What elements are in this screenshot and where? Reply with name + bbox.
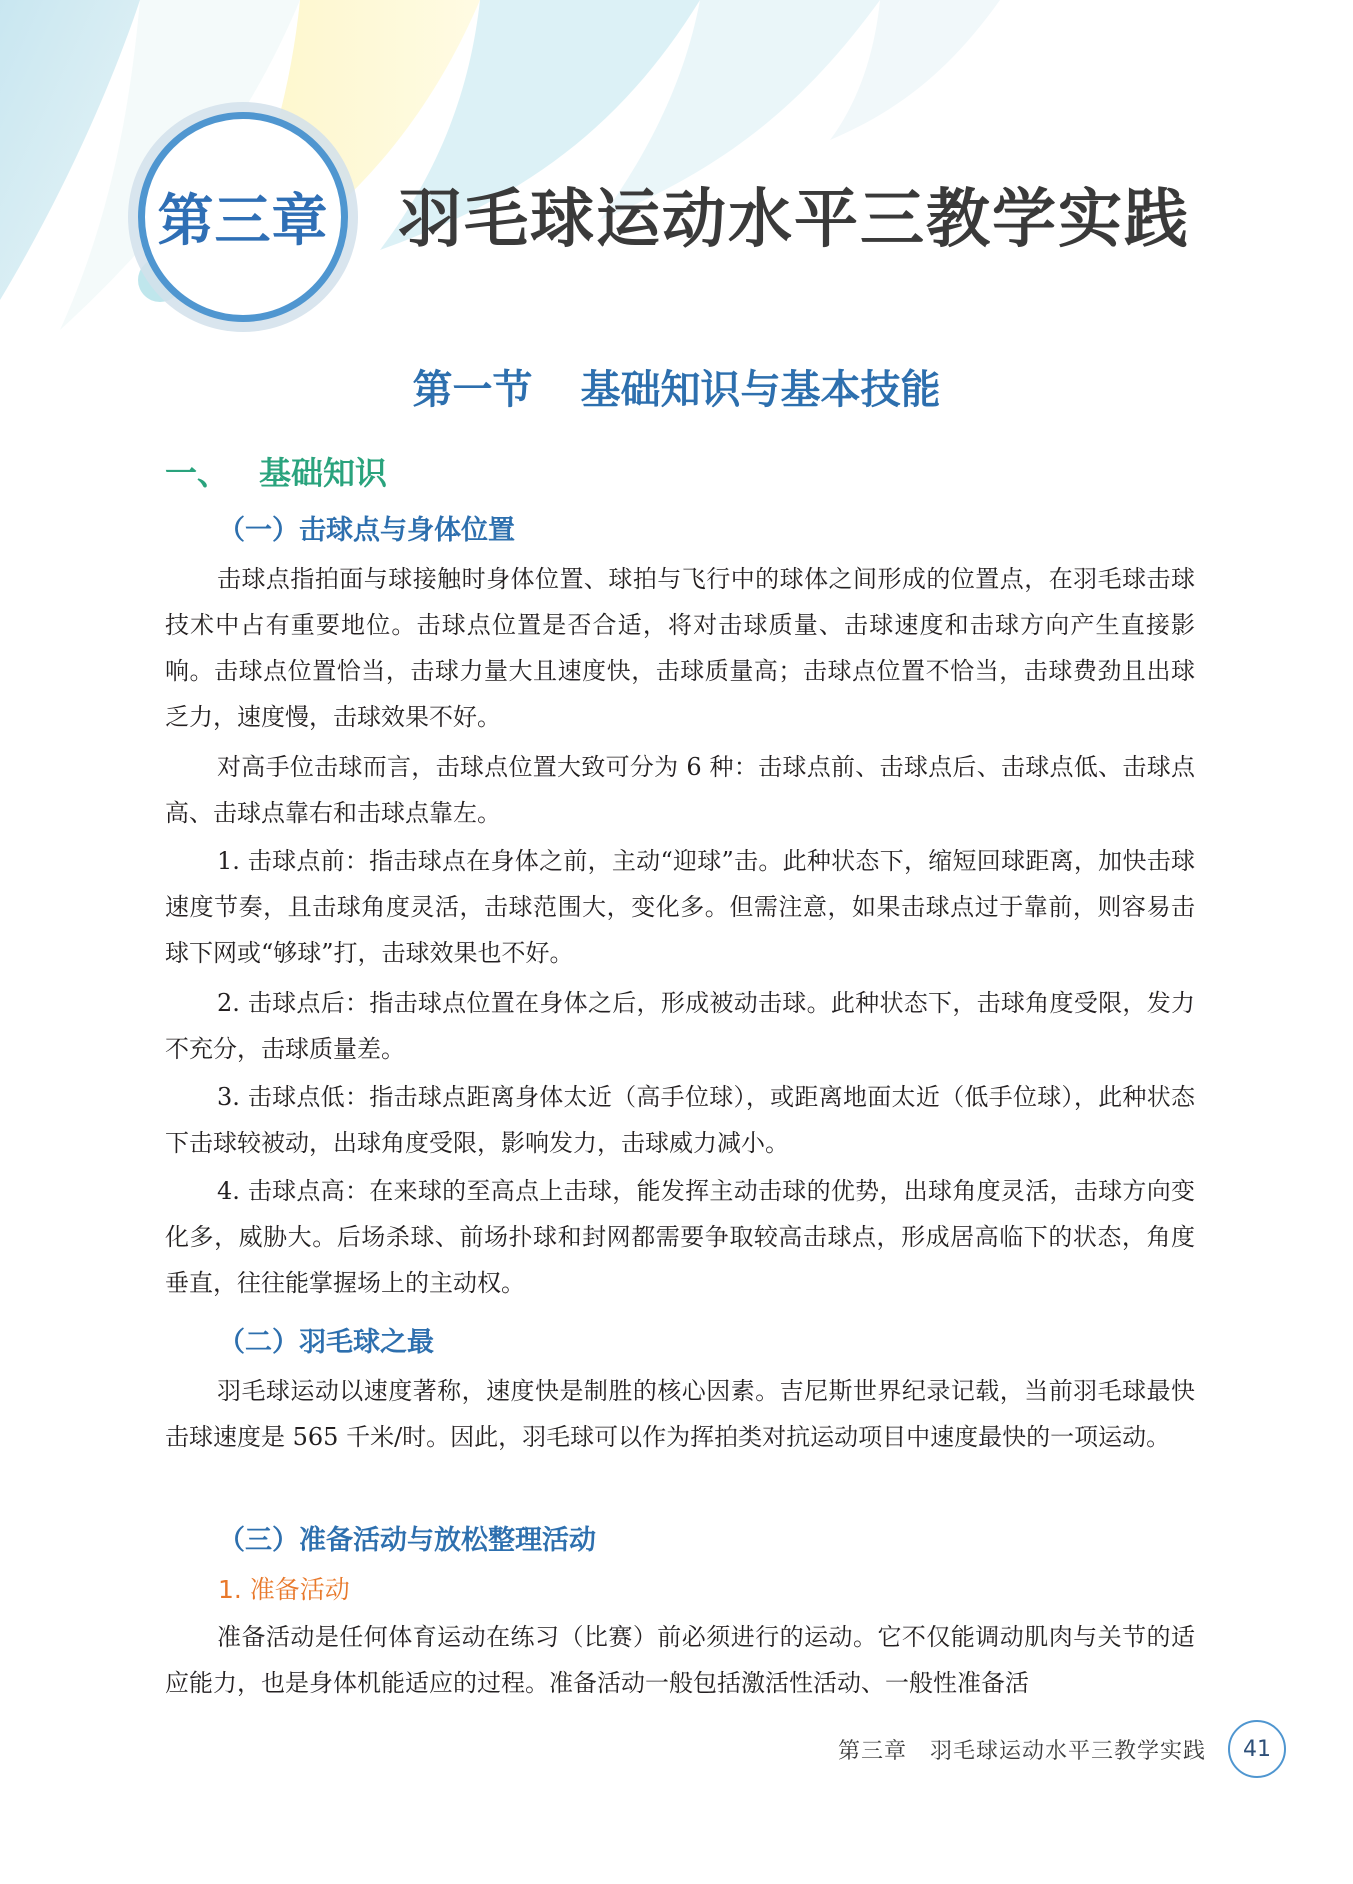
section-name: 基础知识与基本技能 [580,366,941,413]
section-title [0,358,1353,415]
paragraph: 羽毛球运动以速度著称，速度快是制胜的核心因素。吉尼斯世界纪录记载，当前羽毛球最快击球速度是 565 千米/时。因此，羽毛球可以作为挥拍类对抗运动项目中速度最快的一项运动。 [165,1377,1195,1451]
subheading-badminton-records: （二）羽毛球之最 [218,1327,434,1358]
paragraph: 击球点指拍面与球接触时身体位置、球拍与飞行中的球体之间形成的位置点，在羽毛球击球技术中占有重要地位。击球点位置是否合适，将对击球质量、击球速度和击球方向产生直接影响。击球点位置恰当，击球力量大且速度快，击球质量高；击球点位置不恰当，击球费劲且出球乏力，速度慢，击球效果不好。 [165,565,1195,731]
section-number: 第一节 [412,366,533,413]
item-heading-warmup: 1. 准备活动 [218,1575,350,1604]
paragraph: 4. 击球点高：在来球的至高点上击球，能发挥主动击球的优势，出球角度灵活，击球方向变化多，威胁大。后场杀球、前场扑球和封网都需要争取较高击球点，形成居高临下的状态，角度垂直，往往能掌握场上的主动权。 [165,1177,1195,1297]
running-footer: 第三章 羽毛球运动水平三教学实践 [838,1739,1207,1764]
heading-mark: 一、 [165,454,230,492]
page-number: 41 [1228,1720,1286,1778]
chapter-title: 羽毛球运动水平三教学实践 [398,183,1190,257]
heading-basic-knowledge [165,448,387,494]
paragraph: 1. 击球点前：指击球点在身体之前，主动“迎球”击。此种状态下，缩短回球距离，加快击球速度节奏，且击球角度灵活，击球范围大，变化多。但需注意，如果击球点过于靠前，则容易击球下网或“够球”打，击球效果也不好。 [165,847,1195,967]
heading-text: 基础知识 [259,454,388,492]
subheading-hitting-point: （一）击球点与身体位置 [218,515,515,546]
chapter-badge [138,112,348,322]
paragraph: 对高手位击球而言，击球点位置大致可分为 6 种：击球点前、击球点后、击球点低、击球点高、击球点靠右和击球点靠左。 [165,753,1195,827]
chapter-label: 第三章 [157,189,329,254]
paragraph: 2. 击球点后：指击球点位置在身体之后，形成被动击球。此种状态下，击球角度受限，发力不充分，击球质量差。 [165,989,1195,1063]
paragraph: 准备活动是任何体育运动在练习（比赛）前必须进行的运动。它不仅能调动肌肉与关节的适应能力，也是身体机能适应的过程。准备活动一般包括激活性活动、一般性准备活 [165,1623,1195,1697]
paragraph: 3. 击球点低：指击球点距离身体太近（高手位球），或距离地面太近（低手位球），此种状态下击球较被动，出球角度受限，影响发力，击球威力减小。 [165,1083,1195,1157]
subheading-warmup-cooldown: （三）准备活动与放松整理活动 [218,1525,596,1556]
